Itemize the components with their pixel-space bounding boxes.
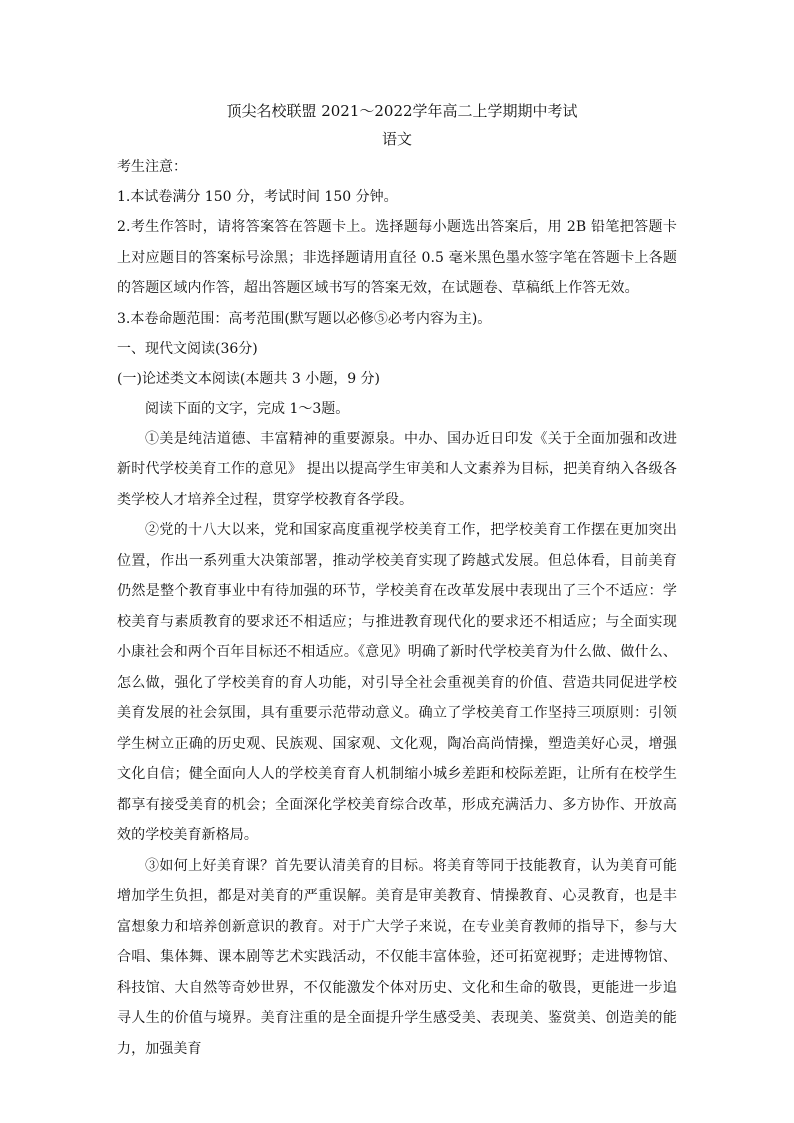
notice-heading: 考生注意： [117,159,187,175]
reading-instruction: 阅读下面的文字，完成 1～3题。 [145,400,350,417]
exam-subject: 语文 [381,130,412,148]
notice-item-2: 2.考生作答时，请将答案答在答题卡上。选择题每小题选出答案后，用 2B 铅笔把答题卡上对应题目的答案标号涂黑；非选择题请用直径 0.5 毫米黑色墨水签字笔在答题卡上各题的答题区域内作答，超出答题区域书写的答案无效，在试题卷、草稿纸上作答无效。 [117,219,677,296]
exam-page [117,100,677,1064]
passage-paragraph-2: ②党的十八大以来，党和国家高度重视学校美育工作，把学校美育工作摆在更加突出位置，作出一系列重大决策部署，推动学校美育实现了跨越式发展。但总体看，目前美育仍然是整个教育事业中有待加强的环节，学校美育在改革发展中表现出了三个不适应：学校美育与素质教育的要求还不相适应；与推进教育现代化的要求还不相适应；与全面实现小康社会和两个百年目标还不相适应。《意见》明确了新时代学校美育为什么做、做什么、怎么做，强化了学校美育的育人功能，对引导全社会重视美育的价值、营造共同促进学校美育发展的社会氛围，具有重要示范带动意义。确立了学校美育工作坚持三项原则：引领学生树立正确的历史观、民族观、国家观、文化观，陶冶高尚情操，塑造美好心灵，增强文化自信；健全面向人人的学校美育育人机制缩小城乡差距和校际差距，让所有在校学生都享有接受美育的机会；全面深化学校美育综合改革，形成充满活力、多方协作、开放高效的学校美育新格局。 [117,522,677,843]
passage-paragraph-1: ①美是纯洁道德、丰富精神的重要源泉。中办、国办近日印发《关于全面加强和改进新时代学校美育工作的意见》 提出以提高学生审美和人文素养为目标，把美育纳入各级各类学校人才培养全过程，贯穿学校教育各学段。 [117,430,677,508]
notice-item-3: 3.本卷命题范围：高考范围(默写题以必修⑤必考内容为主)。 [117,310,492,327]
section-title: 一、现代文阅读(36分) [117,340,258,357]
notice-item-1: 1.本试卷满分 150 分，考试时间 150 分钟。 [117,189,398,205]
passage-paragraph-3: ③如何上好美育课？首先要认清美育的目标。将美育等同于技能教育，认为美育可能增加学生负担，都是对美育的严重误解。美育是审美教育、情操教育、心灵教育，也是丰富想象力和培养创新意识的教育。对于广大学子来说，在专业美育教师的指导下，参与大合唱、集体舞、课本剧等艺术实践活动，不仅能丰富体验，还可拓宽视野；走进博物馆、科技馆、大自然等奇妙世界，不仅能激发个体对历史、文化和生命的敬畏，更能进一步追寻人生的价值与境界。美育注重的是全面提升学生感受美、表现美、鉴赏美、创造美的能力，加强美育 [117,857,677,1057]
exam-title: 顶尖名校联盟 2021～2022学年高二上学期期中考试 [226,102,578,120]
subsection-title: (一)论述类文本阅读(本题共 3 小题，9 分) [117,370,381,387]
